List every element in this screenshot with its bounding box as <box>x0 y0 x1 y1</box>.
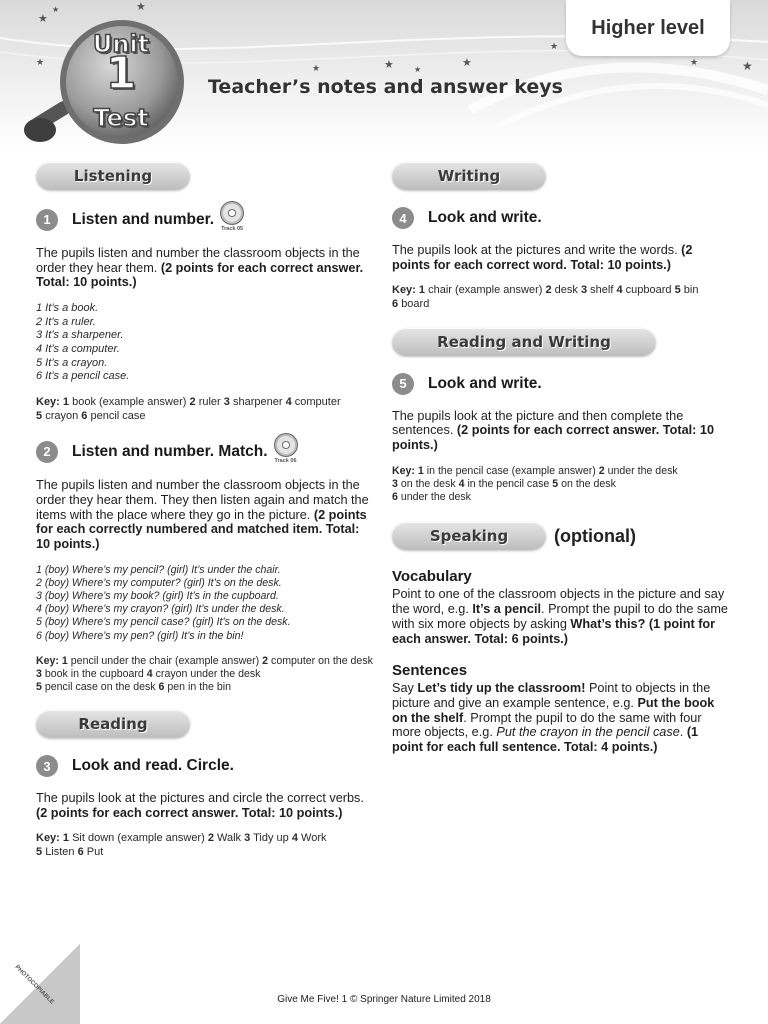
key-answer: in the pencil case (example answer) <box>426 464 596 477</box>
page-title: Teacher’s notes and answer keys <box>208 76 563 98</box>
key-answer: crayon <box>45 409 79 422</box>
script-line: 3 It’s a sharpener. <box>36 329 124 342</box>
key-number: 2 <box>262 654 269 667</box>
right-column <box>392 162 732 755</box>
section-pill-reading-and-writing: Reading and Writing <box>392 328 656 356</box>
key-number: 2 <box>189 395 196 408</box>
audio-cd-icon <box>220 201 244 232</box>
key-number: 6 <box>158 680 165 693</box>
cd-disc-icon <box>274 433 298 457</box>
key-number: 5 <box>552 478 559 491</box>
answer-key-4 <box>392 284 732 311</box>
key-number: 4 <box>285 395 292 408</box>
key-number: 6 <box>392 298 399 311</box>
sentences-italic-example: Put the crayon in the pencil case <box>496 725 680 740</box>
key-number: 2 <box>545 284 552 297</box>
task-heading-4 <box>392 207 732 229</box>
key-number: 1 <box>62 395 70 408</box>
section-pill-writing: Writing <box>392 162 546 190</box>
script-line: 2 It’s a ruler. <box>36 315 96 328</box>
key-number: 4 <box>146 667 153 680</box>
task-heading-1 <box>36 207 376 232</box>
task-title: Look and write. <box>428 209 542 226</box>
task-number: 3 <box>36 755 58 777</box>
task-number: 4 <box>392 207 414 229</box>
task-number: 1 <box>36 209 58 231</box>
star-icon: ★ <box>384 59 394 71</box>
key-answer: Listen <box>45 846 75 859</box>
task-number: 2 <box>36 441 58 463</box>
key-answer: book (example answer) <box>72 395 187 408</box>
task-title: Listen and number. <box>72 210 215 228</box>
key-answer: pen in the bin <box>167 680 232 693</box>
star-icon: ★ <box>690 57 699 67</box>
key-number: 5 <box>36 846 43 859</box>
task-instructions <box>36 478 376 552</box>
sentences-text: Point to objects in the picture and give an example sentence, e.g. <box>392 681 711 710</box>
answer-key-5 <box>392 465 732 504</box>
vocabulary-heading: Vocabulary <box>392 568 472 586</box>
key-answer: Sit down (example answer) <box>72 832 205 845</box>
instructions-points: (2 points for each correct answer. Total: 10 points.) <box>36 260 364 290</box>
key-answer: computer on the desk <box>271 654 373 667</box>
left-column <box>36 162 376 860</box>
star-icon: ★ <box>312 63 321 73</box>
section-pill-speaking: Speaking <box>392 522 546 550</box>
key-answer: cupboard <box>625 284 672 297</box>
vocabulary-instructions <box>392 587 732 646</box>
key-number: 2 <box>207 832 214 845</box>
key-number: 1 <box>61 654 68 667</box>
track-label: Track 05 <box>221 226 244 232</box>
key-answer: bin <box>683 284 699 297</box>
task-instructions <box>392 409 732 453</box>
speaking-heading-row <box>392 522 732 550</box>
key-number: 6 <box>392 491 398 504</box>
sentences-text: Say <box>392 681 414 696</box>
key-answer: under the desk <box>400 491 471 504</box>
instructions-text: The pupils listen and number the classroom objects in the order they hear them. <box>36 246 360 275</box>
badge-unit-label: Unit <box>92 30 150 58</box>
badge-test-label: Test <box>93 104 149 132</box>
key-number: 2 <box>598 464 605 477</box>
sentences-text: . Prompt the pupil to do the same with four more objects, e.g. <box>392 710 702 740</box>
instructions-points: (2 points for each correctly numbered and matched item. Total: 10 points.) <box>36 507 367 552</box>
key-answer: on the desk <box>400 478 456 491</box>
vocab-text: . Prompt the pupil to do the same with six more objects by asking <box>392 602 728 631</box>
key-answer: on the desk <box>561 478 616 491</box>
key-answer: Put <box>86 846 104 859</box>
key-label: Key: <box>36 654 59 667</box>
key-answer: pencil case <box>90 409 146 422</box>
cd-disc-icon <box>220 201 244 225</box>
key-number: 4 <box>291 832 298 845</box>
key-number: 3 <box>36 667 42 680</box>
star-icon: ★ <box>36 57 45 67</box>
answer-key-3 <box>36 832 376 859</box>
instructions-text: The pupils look at the pictures and circle the correct verbs. <box>36 791 364 805</box>
photocopiable-label: PHOTOCOPIABLE <box>13 964 55 1006</box>
key-number: 4 <box>616 284 623 297</box>
key-answer: chair (example answer) <box>428 284 543 297</box>
vocab-points: What’s this? (1 point for each answer. Total: 6 points.) <box>392 616 716 646</box>
script-line: 1 It’s a book. <box>36 302 99 315</box>
star-icon: ★ <box>742 59 753 73</box>
task-heading-2 <box>36 439 376 464</box>
task-heading-3 <box>36 755 376 777</box>
sentences-instructions <box>392 681 732 755</box>
track-label: Track 06 <box>274 458 297 465</box>
star-icon: ★ <box>462 57 472 69</box>
script-line: 4 It’s a computer. <box>36 343 120 356</box>
key-answer: shelf <box>590 284 614 297</box>
script-line: 1 (boy) Where’s my pencil? (girl) It’s under the chair. <box>36 563 281 576</box>
key-answer: ruler <box>198 395 221 408</box>
photocopiable-corner <box>0 944 80 1024</box>
task-number: 5 <box>392 373 414 395</box>
key-number: 6 <box>77 846 84 859</box>
script-line: 2 (boy) Where’s my computer? (girl) It’s on the desk. <box>36 577 282 589</box>
key-answer: Tidy up <box>253 832 289 845</box>
key-answer: book in the cupboard <box>44 667 144 680</box>
key-label: Key: <box>392 464 415 477</box>
script-line: 6 (boy) Where’s my pen? (girl) It’s in the bin! <box>36 629 244 642</box>
sentences-phrase: Let’s tidy up the classroom! <box>417 681 586 696</box>
key-answer: computer <box>294 395 341 408</box>
task-title: Listen and number. Match. <box>72 442 268 460</box>
answer-key-2 <box>36 655 376 694</box>
section-pill-reading: Reading <box>36 710 190 738</box>
sentences-heading: Sentences <box>392 662 468 680</box>
key-number: 5 <box>36 680 42 693</box>
script-line: 3 (boy) Where’s my book? (girl) It’s in the cupboard. <box>36 590 279 603</box>
key-answer: Walk <box>217 832 242 845</box>
key-number: 3 <box>223 395 230 408</box>
answer-key-1 <box>36 396 376 423</box>
key-number: 4 <box>458 478 465 491</box>
key-answer: Work <box>301 832 327 845</box>
key-answer: in the pencil case <box>467 478 550 491</box>
star-icon: ★ <box>550 41 559 51</box>
key-label: Key: <box>36 832 60 845</box>
key-answer: under the desk <box>607 464 678 477</box>
instructions-points: (2 points for each correct answer. Total: 10 points.) <box>392 423 715 453</box>
key-number: 3 <box>580 284 588 297</box>
task-instructions <box>36 791 376 820</box>
instructions-points: (2 points for each correct word. Total: 10 points.) <box>392 243 693 272</box>
key-answer: pencil case on the desk <box>44 680 156 693</box>
vocab-text: Point to one of the classroom objects in the picture and say the word, e.g. <box>392 587 725 617</box>
sentences-points: (1 point for each full sentence. Total: 4 points.) <box>392 725 699 755</box>
optional-label: (optional) <box>554 525 636 546</box>
task-title: Look and read. Circle. <box>72 757 234 774</box>
key-number: 6 <box>81 409 88 422</box>
instructions-text: The pupils listen and number the classroom objects in the order they hear them. They then listen again and match the items with the place where they go in the picture. <box>36 478 369 522</box>
star-icon: ★ <box>136 1 146 13</box>
task-instructions <box>36 246 376 290</box>
vocab-example: It’s a pencil <box>472 602 542 617</box>
key-answer: sharpener <box>232 395 283 408</box>
key-label: Key: <box>392 284 416 297</box>
instructions-text: The pupils look at the pictures and write the words. <box>392 243 678 257</box>
footer-copyright: Give Me Five! 1 © Springer Nature Limited 2018 <box>277 994 491 1005</box>
level-tab: Higher level <box>566 0 730 56</box>
sentences-text: . <box>679 725 684 740</box>
key-number: 3 <box>392 478 398 491</box>
key-number: 1 <box>418 284 426 297</box>
task-heading-5 <box>392 373 732 395</box>
script-line: 5 It’s a crayon. <box>36 356 108 369</box>
star-icon: ★ <box>414 65 422 74</box>
script-line: 6 It’s a pencil case. <box>36 370 130 383</box>
star-icon: ★ <box>52 5 60 14</box>
key-answer: crayon under the desk <box>155 667 261 680</box>
instructions-text: The pupils look at the picture and then complete the sentences. <box>392 408 684 438</box>
instructions-points: (2 points for each correct answer. Total: 10 points.) <box>36 805 343 820</box>
audio-script-2 <box>36 564 376 643</box>
key-answer: desk <box>554 284 578 297</box>
key-number: 5 <box>674 284 681 297</box>
task-instructions <box>392 243 732 272</box>
key-answer: board <box>401 298 430 311</box>
unit-badge <box>24 13 192 150</box>
key-number: 1 <box>62 832 70 845</box>
script-line: 4 (boy) Where’s my crayon? (girl) It’s under the desk. <box>36 603 285 616</box>
key-number: 5 <box>36 409 43 422</box>
section-pill-listening: Listening <box>36 162 190 190</box>
key-label: Key: <box>36 395 60 408</box>
star-icon: ★ <box>38 13 48 25</box>
sentences-example: Put the book on the shelf <box>392 695 715 725</box>
audio-cd-icon <box>274 433 298 464</box>
task-title: Look and write. <box>428 374 542 392</box>
key-number: 1 <box>417 464 424 477</box>
script-line: 5 (boy) Where’s my pencil case? (girl) It’s on the desk. <box>36 616 291 629</box>
key-number: 3 <box>244 832 251 845</box>
key-answer: pencil under the chair (example answer) <box>70 654 260 667</box>
badge-unit-number: 1 <box>105 48 137 99</box>
audio-script-1 <box>36 302 376 384</box>
